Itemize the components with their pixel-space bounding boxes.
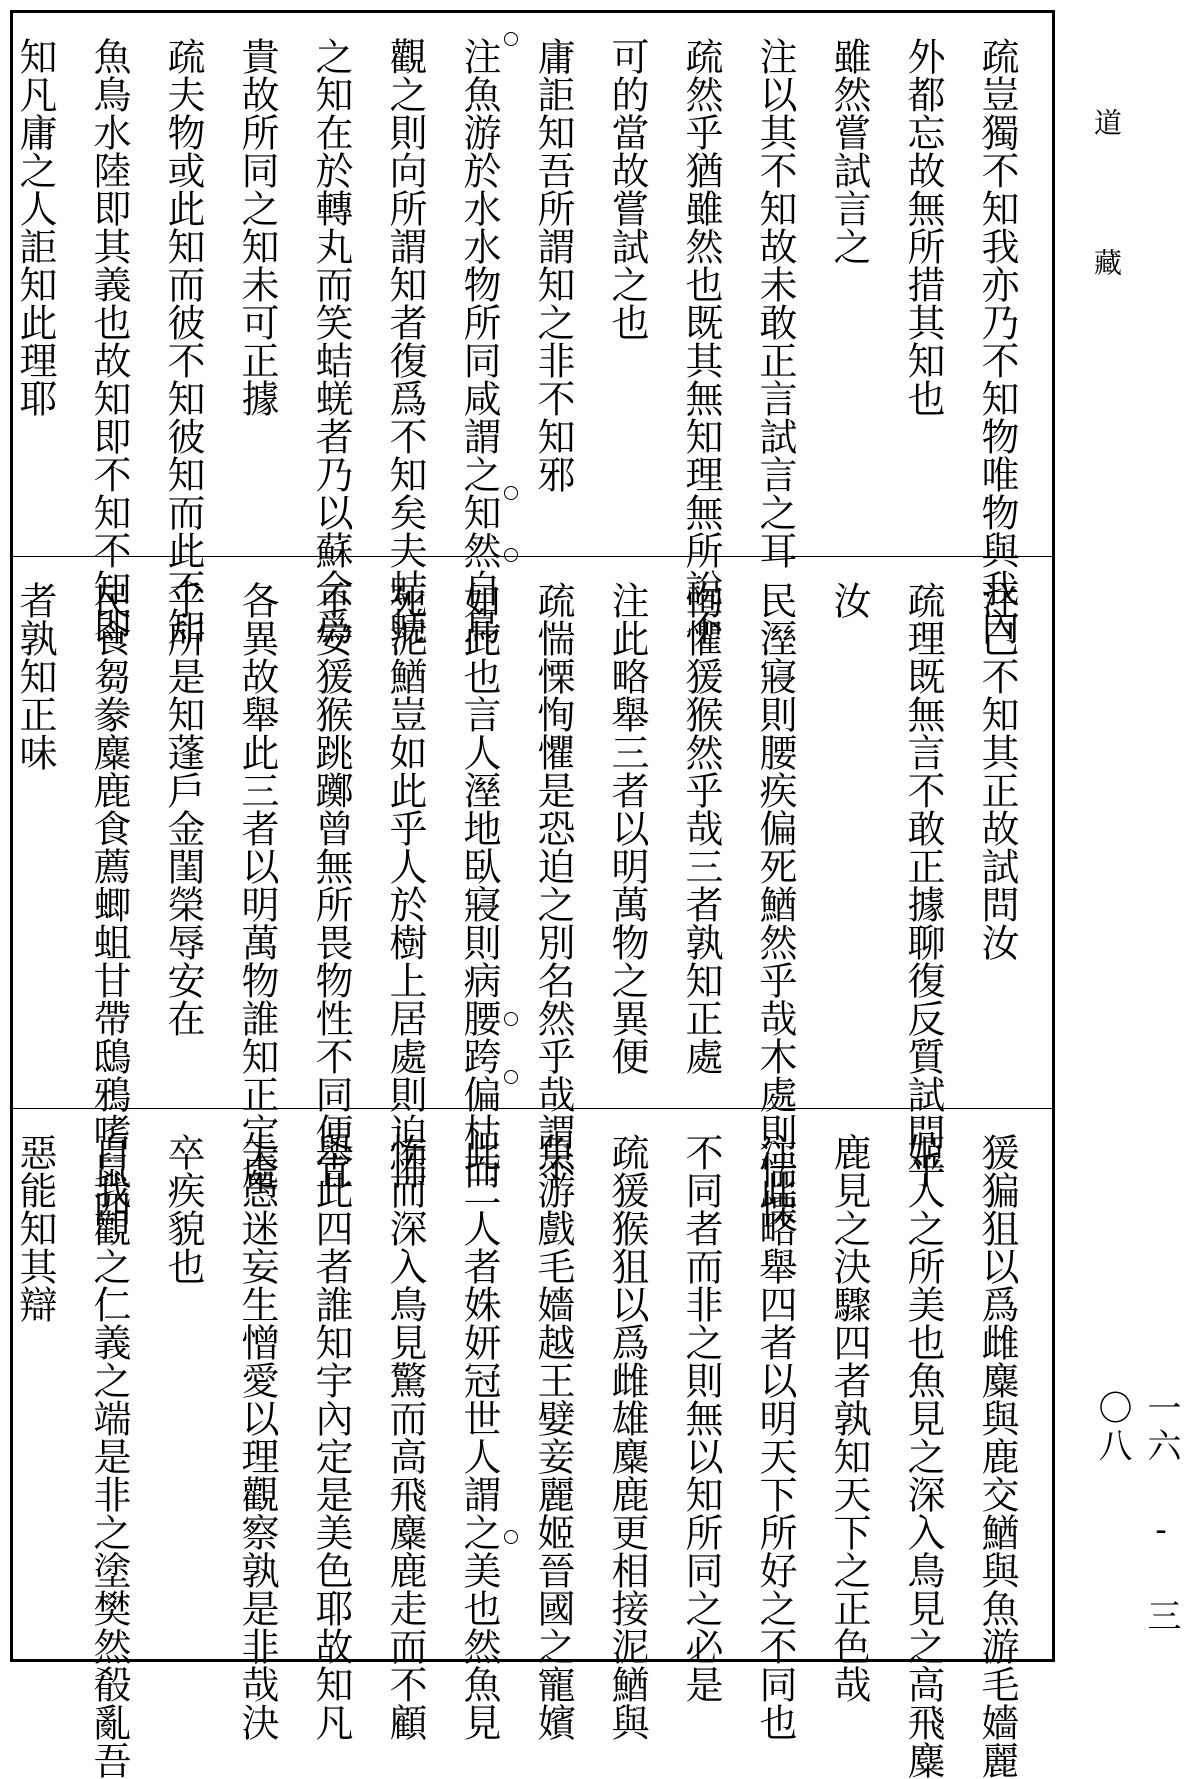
page-number: 一六 - 三〇八 xyxy=(1092,1390,1181,1636)
text-column: 疏豈獨不知我亦乃不知物唯物與我內 xyxy=(975,37,1019,645)
text-column: 貴故所同之知未可正據 xyxy=(235,37,279,417)
text-column: 注己不知其正故試問汝 xyxy=(975,581,1019,961)
text-column: 魚鳥水陸即其義也故知即不知不知即 xyxy=(87,37,131,645)
circle-mark xyxy=(504,32,518,46)
text-column: 姬人之所美也魚見之深入鳥見之高飛麋 xyxy=(901,1133,945,1779)
text-column: 猨猵狙以爲雌麋與鹿交鰌與魚游毛嬙麗 xyxy=(975,1133,1019,1779)
circle-mark xyxy=(504,1070,518,1084)
text-column: 注此略舉四者以明天下所好之不同也 xyxy=(753,1133,797,1741)
margin-label-top: 道 xyxy=(1090,108,1123,136)
text-column: 之知在於轉丸而笑蛣蜣者乃以蘇合爲 xyxy=(309,37,353,645)
text-column: 疏然乎猶雖然也既其無知理無所說不 xyxy=(679,37,723,645)
circle-mark xyxy=(504,548,518,562)
text-column: 觀之則向所謂知者復爲不知矣夫蛣蜣 xyxy=(383,37,427,645)
text-column: 不同者而非之則無以知所同之必是 xyxy=(679,1133,723,1703)
text-column: 民溼寢則腰疾偏死鰌然乎哉木處則惴慄 xyxy=(753,581,797,1227)
text-column: 疏夫物或此知而彼不知彼知而此不知 xyxy=(161,37,205,645)
right-margin xyxy=(1078,0,1181,1673)
text-column: 庸詎知吾所謂知之非不知邪 xyxy=(531,37,575,493)
column-group xyxy=(13,1133,1034,1779)
text-column: 注魚游於水水物所同咸謂之知然自鳥 xyxy=(457,37,501,645)
page-frame xyxy=(10,10,1055,1779)
text-column: 死泥鰌豈如此乎人於樹上居處則迫怖 xyxy=(383,581,427,1189)
text-band-top xyxy=(13,13,1052,645)
text-column: 外都忘故無所措其知也 xyxy=(901,37,945,417)
text-column: 注此略舉三者以明萬物之異便 xyxy=(605,581,649,1075)
text-column: 可的當故嘗試之也 xyxy=(605,37,649,341)
text-column: 卒疾貌也 xyxy=(161,1133,205,1285)
text-column: 不安猨猴跳躑曾無所畏物性不同便宜 xyxy=(309,581,353,1189)
text-column: 雖然嘗試言之 xyxy=(827,37,871,265)
text-column: 民食芻豢麋鹿食薦蝍蛆甘帶鴟鴉嗜鼠四 xyxy=(87,581,131,1227)
text-column: 自我觀之仁義之端是非之塗樊然殽亂吾 xyxy=(87,1133,131,1779)
circle-mark xyxy=(504,1012,518,1026)
column-group xyxy=(13,37,1034,645)
text-column: 汝 xyxy=(827,581,871,619)
text-band-bottom xyxy=(13,1108,1052,1779)
circle-mark xyxy=(504,1530,518,1544)
text-column: 疏猨猴狙以爲雌雄麋鹿更相接泥鰌與 xyxy=(605,1133,649,1741)
text-column: 鹿見之決驟四者孰知天下之正色哉 xyxy=(827,1133,871,1703)
text-column: 魚游戲毛嬙越王嬖妾麗姬晉國之寵嬪 xyxy=(531,1133,575,1741)
text-column: 此二人者姝妍冠世人謂之美也然魚見 xyxy=(457,1133,501,1741)
text-column: 注以其不知故未敢正言試言之耳 xyxy=(753,37,797,569)
circle-mark xyxy=(504,486,518,500)
text-column: 惡能知其辯 xyxy=(13,1133,57,1323)
text-column: 怖而深入鳥見驚而高飛麋鹿走而不顧 xyxy=(383,1133,427,1741)
text-column: 知凡庸之人詎知此理耶 xyxy=(13,37,57,417)
text-column: 舉此四者誰知宇內定是美色耶故知凡 xyxy=(309,1133,353,1741)
text-column: 各異故舉此三者以明萬物誰知正定處 xyxy=(235,581,279,1189)
text-column: 疏理既無言不敢正據聊復反質試問乎 xyxy=(901,581,945,1189)
margin-label-bottom: 藏 xyxy=(1090,248,1123,276)
text-column: 恂懼猨猴然乎哉三者孰知正處 xyxy=(679,581,723,1075)
text-column: 者孰知正味 xyxy=(13,581,57,771)
text-column: 疏惴慄恂懼是恐迫之別名然乎哉謂不 xyxy=(531,581,575,1189)
text-column: 乎所是知蓬戶金閨榮辱安在 xyxy=(161,581,205,1037)
text-column: 夫愚迷妄生憎愛以理觀察孰是非哉決 xyxy=(235,1133,279,1741)
text-column: 如此也言人溼地臥寢則病腰跨偏枯而 xyxy=(457,581,501,1189)
